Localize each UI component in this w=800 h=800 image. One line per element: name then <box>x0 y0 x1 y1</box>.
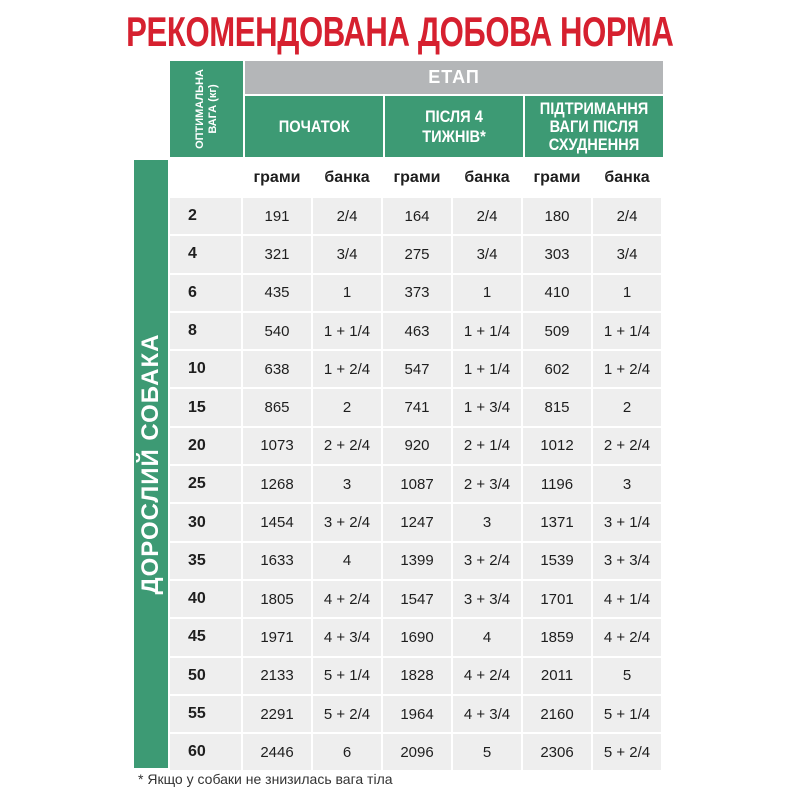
can-cell: 5 + 1/4 <box>593 696 663 734</box>
can-cell: 4 + 2/4 <box>593 619 663 657</box>
can-cell: 3 + 2/4 <box>453 543 523 581</box>
can-cell: 2 <box>593 389 663 427</box>
can-cell: 1 <box>453 275 523 313</box>
grams-cell: 1547 <box>383 581 453 619</box>
grams-cell: 321 <box>243 236 313 274</box>
grams-cell: 373 <box>383 275 453 313</box>
can-cell: 4 <box>453 619 523 657</box>
can-cell: 3 + 3/4 <box>593 543 663 581</box>
table-row <box>170 313 663 351</box>
weight-cell: 25 <box>170 466 243 504</box>
table-row <box>170 351 663 389</box>
weight-cell: 4 <box>170 236 243 274</box>
grams-cell: 1690 <box>383 619 453 657</box>
can-cell: 2 + 3/4 <box>453 466 523 504</box>
grams-cell: 741 <box>383 389 453 427</box>
weight-cell: 6 <box>170 275 243 313</box>
can-cell: 5 + 1/4 <box>313 658 383 696</box>
can-cell: 1 <box>313 275 383 313</box>
can-cell: 3 <box>593 466 663 504</box>
weight-cell: 60 <box>170 734 243 772</box>
grams-cell: 463 <box>383 313 453 351</box>
grams-cell: 2306 <box>523 734 593 772</box>
page-title-text: РЕКОМЕНДОВАНА ДОБОВА НОРМА <box>126 8 674 55</box>
grams-cell: 2291 <box>243 696 313 734</box>
grams-cell: 1196 <box>523 466 593 504</box>
table-row <box>170 389 663 427</box>
units-row <box>170 160 663 198</box>
can-cell: 4 + 2/4 <box>453 658 523 696</box>
grams-cell: 191 <box>243 198 313 236</box>
table-row <box>170 619 663 657</box>
grams-cell: 410 <box>523 275 593 313</box>
weight-cell: 10 <box>170 351 243 389</box>
grams-cell: 1399 <box>383 543 453 581</box>
can-cell: 1 + 2/4 <box>593 351 663 389</box>
weight-cell: 50 <box>170 658 243 696</box>
table-row <box>170 504 663 542</box>
table-row <box>170 275 663 313</box>
weight-cell: 55 <box>170 696 243 734</box>
can-cell: 2 + 1/4 <box>453 428 523 466</box>
can-cell: 2/4 <box>313 198 383 236</box>
adult-dog-side-label <box>134 160 168 768</box>
can-cell: 1 + 1/4 <box>313 313 383 351</box>
can-cell: 4 + 2/4 <box>313 581 383 619</box>
can-cell: 1 + 3/4 <box>453 389 523 427</box>
grams-cell: 815 <box>523 389 593 427</box>
can-cell: 4 <box>313 543 383 581</box>
can-cell: 4 + 3/4 <box>313 619 383 657</box>
can-cell: 3/4 <box>593 236 663 274</box>
grams-cell: 602 <box>523 351 593 389</box>
grams-cell: 2133 <box>243 658 313 696</box>
grams-cell: 865 <box>243 389 313 427</box>
table-row <box>170 734 663 772</box>
grams-cell: 1633 <box>243 543 313 581</box>
grams-cell: 1454 <box>243 504 313 542</box>
can-cell: 2 + 2/4 <box>593 428 663 466</box>
table-row <box>170 658 663 696</box>
grams-cell: 1073 <box>243 428 313 466</box>
feeding-table-body <box>170 160 663 772</box>
grams-cell: 638 <box>243 351 313 389</box>
can-cell: 1 + 1/4 <box>453 313 523 351</box>
can-cell: 3 <box>313 466 383 504</box>
grams-cell: 547 <box>383 351 453 389</box>
grams-cell: 164 <box>383 198 453 236</box>
grams-cell: 540 <box>243 313 313 351</box>
grams-cell: 1971 <box>243 619 313 657</box>
table-row <box>170 198 663 236</box>
can-cell: 6 <box>313 734 383 772</box>
grams-cell: 180 <box>523 198 593 236</box>
can-cell: 2 + 2/4 <box>313 428 383 466</box>
unit-header-cell: банка <box>313 160 383 198</box>
can-cell: 5 <box>593 658 663 696</box>
stage-header-maintenance <box>525 96 663 157</box>
stage-header-maintenance-label: ПІДТРИМАННЯ ВАГИ ПІСЛЯ СХУДНЕННЯ <box>539 98 649 154</box>
can-cell: 3/4 <box>313 236 383 274</box>
weight-column-label: ОПТИМАЛЬНА ВАГА (кг) <box>193 69 219 149</box>
weight-cell: 20 <box>170 428 243 466</box>
grams-cell: 1701 <box>523 581 593 619</box>
feeding-table <box>170 160 663 772</box>
grams-cell: 435 <box>243 275 313 313</box>
can-cell: 2/4 <box>453 198 523 236</box>
unit-header-cell: банка <box>593 160 663 198</box>
weight-cell: 35 <box>170 543 243 581</box>
table-row <box>170 543 663 581</box>
table-row <box>170 696 663 734</box>
grams-cell: 1247 <box>383 504 453 542</box>
grams-cell: 275 <box>383 236 453 274</box>
grams-cell: 1805 <box>243 581 313 619</box>
grams-cell: 303 <box>523 236 593 274</box>
can-cell: 4 + 3/4 <box>453 696 523 734</box>
stage-header-start-label: ПОЧАТОК <box>278 116 350 136</box>
grams-cell: 2160 <box>523 696 593 734</box>
footnote: * Якщо у собаки не знизилась вага тіла <box>138 771 393 787</box>
can-cell: 3 + 2/4 <box>313 504 383 542</box>
can-cell: 1 + 2/4 <box>313 351 383 389</box>
table-row <box>170 581 663 619</box>
can-cell: 5 <box>453 734 523 772</box>
grams-cell: 2446 <box>243 734 313 772</box>
can-cell: 2 <box>313 389 383 427</box>
can-cell: 1 + 1/4 <box>453 351 523 389</box>
weight-cell: 40 <box>170 581 243 619</box>
page-title <box>0 6 800 58</box>
grams-cell: 1087 <box>383 466 453 504</box>
unit-header-cell: грами <box>243 160 313 198</box>
table-row <box>170 466 663 504</box>
weight-cell: 2 <box>170 198 243 236</box>
weight-cell: 8 <box>170 313 243 351</box>
grams-cell: 1859 <box>523 619 593 657</box>
table-row <box>170 236 663 274</box>
can-cell: 3 + 1/4 <box>593 504 663 542</box>
stage-header-after-4-weeks <box>385 96 523 157</box>
grams-cell: 1371 <box>523 504 593 542</box>
grams-cell: 2011 <box>523 658 593 696</box>
grams-cell: 1964 <box>383 696 453 734</box>
weight-cell: 45 <box>170 619 243 657</box>
grams-cell: 1268 <box>243 466 313 504</box>
can-cell: 5 + 2/4 <box>313 696 383 734</box>
grams-cell: 1539 <box>523 543 593 581</box>
can-cell: 1 <box>593 275 663 313</box>
stage-header-after-4-weeks-label: ПІСЛЯ 4 ТИЖНІВ* <box>422 106 486 146</box>
stage-group-header: ЕТАП <box>245 61 663 94</box>
grams-cell: 1012 <box>523 428 593 466</box>
can-cell: 4 + 1/4 <box>593 581 663 619</box>
weight-cell: 30 <box>170 504 243 542</box>
units-row-empty-cell <box>170 160 243 198</box>
table-row <box>170 428 663 466</box>
grams-cell: 2096 <box>383 734 453 772</box>
weight-cell: 15 <box>170 389 243 427</box>
can-cell: 2/4 <box>593 198 663 236</box>
unit-header-cell: грами <box>383 160 453 198</box>
can-cell: 3 + 3/4 <box>453 581 523 619</box>
adult-dog-side-label-text: ДОРОСЛИЙ СОБАКА <box>137 333 164 595</box>
can-cell: 3 <box>453 504 523 542</box>
unit-header-cell: грами <box>523 160 593 198</box>
can-cell: 1 + 1/4 <box>593 313 663 351</box>
stage-header-start <box>245 96 383 157</box>
grams-cell: 509 <box>523 313 593 351</box>
unit-header-cell: банка <box>453 160 523 198</box>
can-cell: 5 + 2/4 <box>593 734 663 772</box>
grams-cell: 920 <box>383 428 453 466</box>
can-cell: 3/4 <box>453 236 523 274</box>
weight-column-header <box>170 61 243 157</box>
grams-cell: 1828 <box>383 658 453 696</box>
